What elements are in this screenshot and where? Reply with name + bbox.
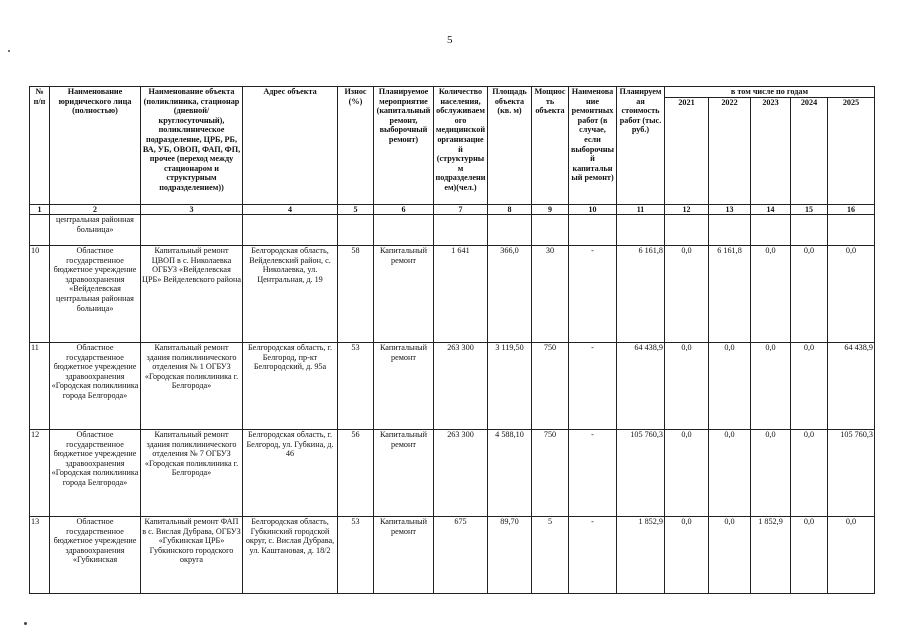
row-y2025: 0,0 — [828, 517, 875, 594]
row-y2022: 0,0 — [709, 517, 751, 594]
row-y2023: 1 852,9 — [751, 517, 791, 594]
row-area: 366,0 — [488, 246, 532, 343]
column-number: 15 — [791, 205, 828, 215]
row-entity: Областное государственное бюджетное учреждение здравоохранения «Городская поликлиника города Белгорода» — [50, 430, 141, 517]
row-y2022: 6 161,8 — [709, 246, 751, 343]
column-number: 12 — [665, 205, 709, 215]
header-num: № п/п — [30, 87, 50, 205]
row-cost: 6 161,8 — [617, 246, 665, 343]
row-cost: 105 760,3 — [617, 430, 665, 517]
header-measure: Планируемое мероприятие (капитальный ремонт, выборочный ремонт) — [374, 87, 434, 205]
header-population: Количество населения, обслуживаемого медицинской организацией (структурным подразделением)(чел.) — [434, 87, 488, 205]
row-cost: 1 852,9 — [617, 517, 665, 594]
header-address: Адрес объекта — [243, 87, 338, 205]
column-number: 3 — [141, 205, 243, 215]
row-entity: Областное государственное бюджетное учреждение здравоохранения «Городская поликлиника города Белгорода» — [50, 343, 141, 430]
row-capacity: 750 — [532, 343, 569, 430]
column-number-row — [30, 205, 875, 215]
row-population: 1 641 — [434, 246, 488, 343]
header-object: Наименование объекта (поликлиника, стационар (дневной/ круглосуточный), поликлиническое подразделение, ЦРБ, РБ, ВА, УБ, ОВОП, ФАП, ФП, прочее (переход между стационаром и структурным подразделением)) — [141, 87, 243, 205]
column-number: 10 — [569, 205, 617, 215]
row-wear: 58 — [338, 246, 374, 343]
page-number: 5 — [447, 34, 453, 46]
header-works: Наименование ремонтных работ (в случае, если выборочный капитальный ремонт) — [569, 87, 617, 205]
header-area: Площадь объекта (кв. м) — [488, 87, 532, 205]
facilities-table — [29, 86, 875, 594]
row-works: - — [569, 517, 617, 594]
row-wear: 53 — [338, 343, 374, 430]
column-number: 8 — [488, 205, 532, 215]
row-cost: 64 438,9 — [617, 343, 665, 430]
row-object: Капитальный ремонт ФАП в с. Вислая Дубрава, ОГБУЗ «Губкинская ЦРБ» Губкинского городского округа — [141, 517, 243, 594]
row-y2025: 105 760,3 — [828, 430, 875, 517]
row-address: Белгородская область, Вейделевский район, с. Николаевка, ул. Центральная, д. 19 — [243, 246, 338, 343]
row-number: 11 — [30, 343, 50, 430]
row-y2022: 0,0 — [709, 430, 751, 517]
header-year-2024: 2024 — [791, 98, 828, 205]
row-y2021: 0,0 — [665, 430, 709, 517]
row-works: - — [569, 430, 617, 517]
row-population: 263 300 — [434, 430, 488, 517]
row-y2023: 0,0 — [751, 430, 791, 517]
table-row — [30, 517, 875, 594]
row-y2024: 0,0 — [791, 430, 828, 517]
header-row — [30, 87, 875, 98]
row-measure: Капитальный ремонт — [374, 517, 434, 594]
row-capacity: 750 — [532, 430, 569, 517]
row-y2023: 0,0 — [751, 343, 791, 430]
row-number: 10 — [30, 246, 50, 343]
scan-speck — [24, 622, 27, 625]
row-capacity: 5 — [532, 517, 569, 594]
row-address: Белгородская область, г. Белгород, ул. Губкина, д. 46 — [243, 430, 338, 517]
row-y2021: 0,0 — [665, 517, 709, 594]
column-number: 6 — [374, 205, 434, 215]
row-object: Капитальный ремонт здания поликлинического отделения № 7 ОГБУЗ «Городская поликлиника г. Белгорода» — [141, 430, 243, 517]
row-measure: Капитальный ремонт — [374, 430, 434, 517]
row-y2022: 0,0 — [709, 343, 751, 430]
row-wear: 56 — [338, 430, 374, 517]
row-object: Капитальный ремонт здания поликлинического отделения № 1 ОГБУЗ «Городская поликлиника г. Белгорода» — [141, 343, 243, 430]
row-object: Капитальный ремонт ЦВОП в с. Николаевка ОГБУЗ «Вейделевская ЦРБ» Вейделевского района — [141, 246, 243, 343]
row-y2021: 0,0 — [665, 246, 709, 343]
scan-speck — [8, 50, 10, 52]
column-number: 1 — [30, 205, 50, 215]
row-y2024: 0,0 — [791, 517, 828, 594]
column-number: 14 — [751, 205, 791, 215]
header-year-2025: 2025 — [828, 98, 875, 205]
row-y2024: 0,0 — [791, 343, 828, 430]
column-number: 4 — [243, 205, 338, 215]
row-area: 4 588,10 — [488, 430, 532, 517]
row-entity: Областное государственное бюджетное учреждение здравоохранения «Вейделевская центральная районная больница» — [50, 246, 141, 343]
row-address: Белгородская область, Губкинский городской округ, с. Вислая Дубрава, ул. Каштановая, д. 18/2 — [243, 517, 338, 594]
continuation-text: центральная районная больница» — [50, 215, 141, 246]
row-entity: Областное государственное бюджетное учреждение здравоохранения «Губкинская — [50, 517, 141, 594]
row-measure: Капитальный ремонт — [374, 343, 434, 430]
row-measure: Капитальный ремонт — [374, 246, 434, 343]
row-number: 13 — [30, 517, 50, 594]
row-works: - — [569, 343, 617, 430]
column-number: 7 — [434, 205, 488, 215]
table-row — [30, 430, 875, 517]
table-row — [30, 343, 875, 430]
column-number: 13 — [709, 205, 751, 215]
column-number: 5 — [338, 205, 374, 215]
header-wear: Износ (%) — [338, 87, 374, 205]
row-address: Белгородская область, г. Белгород, пр-кт Белгородский, д. 95а — [243, 343, 338, 430]
row-population: 675 — [434, 517, 488, 594]
row-wear: 53 — [338, 517, 374, 594]
column-number: 9 — [532, 205, 569, 215]
header-year-2023: 2023 — [751, 98, 791, 205]
continuation-row — [30, 215, 875, 246]
row-y2024: 0,0 — [791, 246, 828, 343]
row-area: 89,70 — [488, 517, 532, 594]
row-y2023: 0,0 — [751, 246, 791, 343]
row-capacity: 30 — [532, 246, 569, 343]
header-year-2022: 2022 — [709, 98, 751, 205]
row-area: 3 119,50 — [488, 343, 532, 430]
row-works: - — [569, 246, 617, 343]
column-number: 2 — [50, 205, 141, 215]
header-entity: Наименование юридического лица (полностью) — [50, 87, 141, 205]
header-cost: Планируемая стоимость работ (тыс. руб.) — [617, 87, 665, 205]
row-number: 12 — [30, 430, 50, 517]
row-population: 263 300 — [434, 343, 488, 430]
column-number: 16 — [828, 205, 875, 215]
row-y2021: 0,0 — [665, 343, 709, 430]
table-row — [30, 246, 875, 343]
header-year-2021: 2021 — [665, 98, 709, 205]
header-capacity: Мощность объекта — [532, 87, 569, 205]
row-y2025: 64 438,9 — [828, 343, 875, 430]
row-y2025: 0,0 — [828, 246, 875, 343]
header-years-group: в том числе по годам — [665, 87, 875, 98]
column-number: 11 — [617, 205, 665, 215]
